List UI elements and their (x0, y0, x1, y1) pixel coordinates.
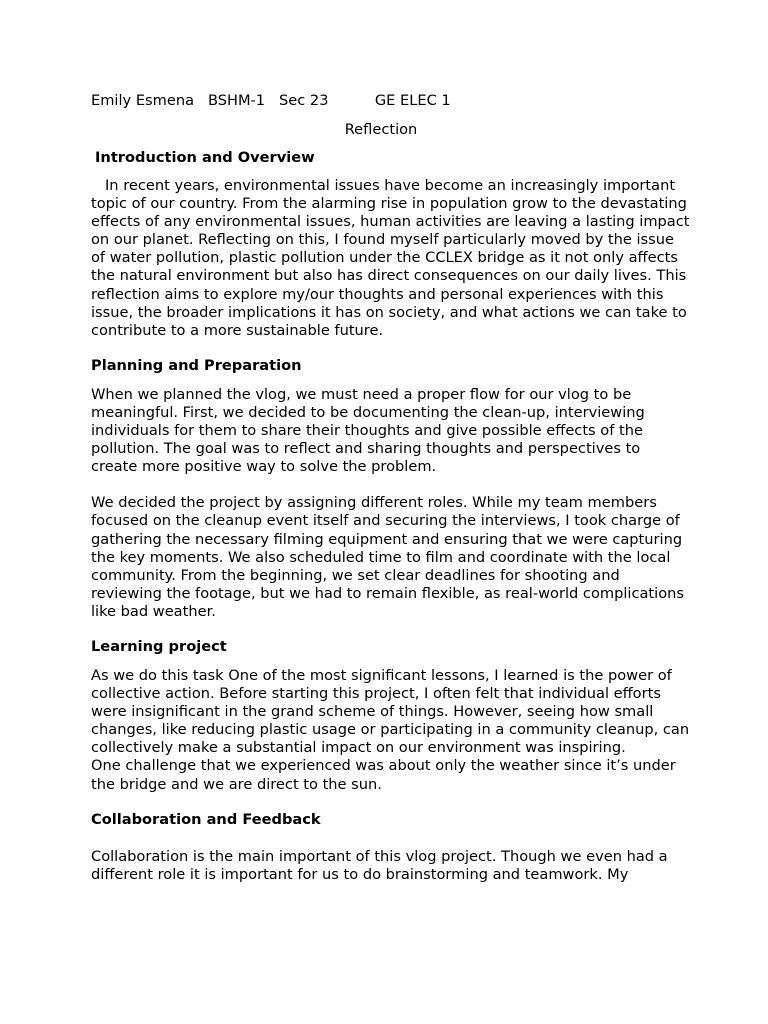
paragraph-planning-2: We decided the project by assigning different roles. While my team members focused on the cleanup event itself and securing the interviews, I took charge of gathering the necessary filming equipment and ensuring that we were capturing the key moments. We also scheduled time to film and coordinate with the local community. From the beginning, we set clear deadlines for shooting and reviewing the footage, but we had to remain flexible, as real-world complications like bad weather. (91, 494, 684, 620)
paragraph-collaboration: Collaboration is the main important of this vlog project. Though we even had a different role it is important for us to do brainstorming and teamwork. My (91, 847, 668, 883)
document-body (91, 92, 691, 884)
section-heading-learning: Learning project (91, 637, 227, 655)
section-heading-introduction: Introduction and Overview (95, 149, 315, 166)
author-info-line: Emily Esmena BSHM-1 Sec 23 GE ELEC 1 (91, 92, 451, 109)
paragraph-planning-1: When we planned the vlog, we must need a proper flow for our vlog to be meaningful. First, we decided to be documenting the clean-up, interviewing individuals for them to share their thoughts and give possible effects of the pollution. The goal was to reflect and sharing thoughts and perspectives to create more positive way to solve the problem. (91, 385, 645, 476)
paragraph-introduction: In recent years, environmental issues have become an increasingly important topic of our country. From the alarming rise in population grow to the devastating effects of any environmental issues, human activities are leaving a lasting impact on our planet. Reflecting on this, I found myself particularly moved by the issue of water pollution, plastic pollution under the CCLEX bridge as it not only affects the natural environment but also has direct consequences on our daily lives. This reflection aims to explore my/our thoughts and personal experiences with this issue, the broader implications it has on society, and what actions we can take to contribute to a more sustainable future. (91, 177, 690, 339)
section-heading-collaboration: Collaboration and Feedback (91, 810, 321, 828)
section-heading-planning: Planning and Preparation (91, 356, 302, 374)
document-title: Reflection (344, 121, 418, 138)
paragraph-learning-2: One challenge that we experienced was about only the weather since it’s under the bridge and we are direct to the sun. (91, 757, 676, 793)
paragraph-learning-1: As we do this task One of the most significant lessons, I learned is the power of collective action. Before starting this project, I often felt that individual efforts were insignificant in the grand scheme of things. However, seeing how small changes, like reducing plastic usage or participating in a community cleanup, can collectively make a substantial impact on our environment was inspiring. (91, 666, 690, 757)
